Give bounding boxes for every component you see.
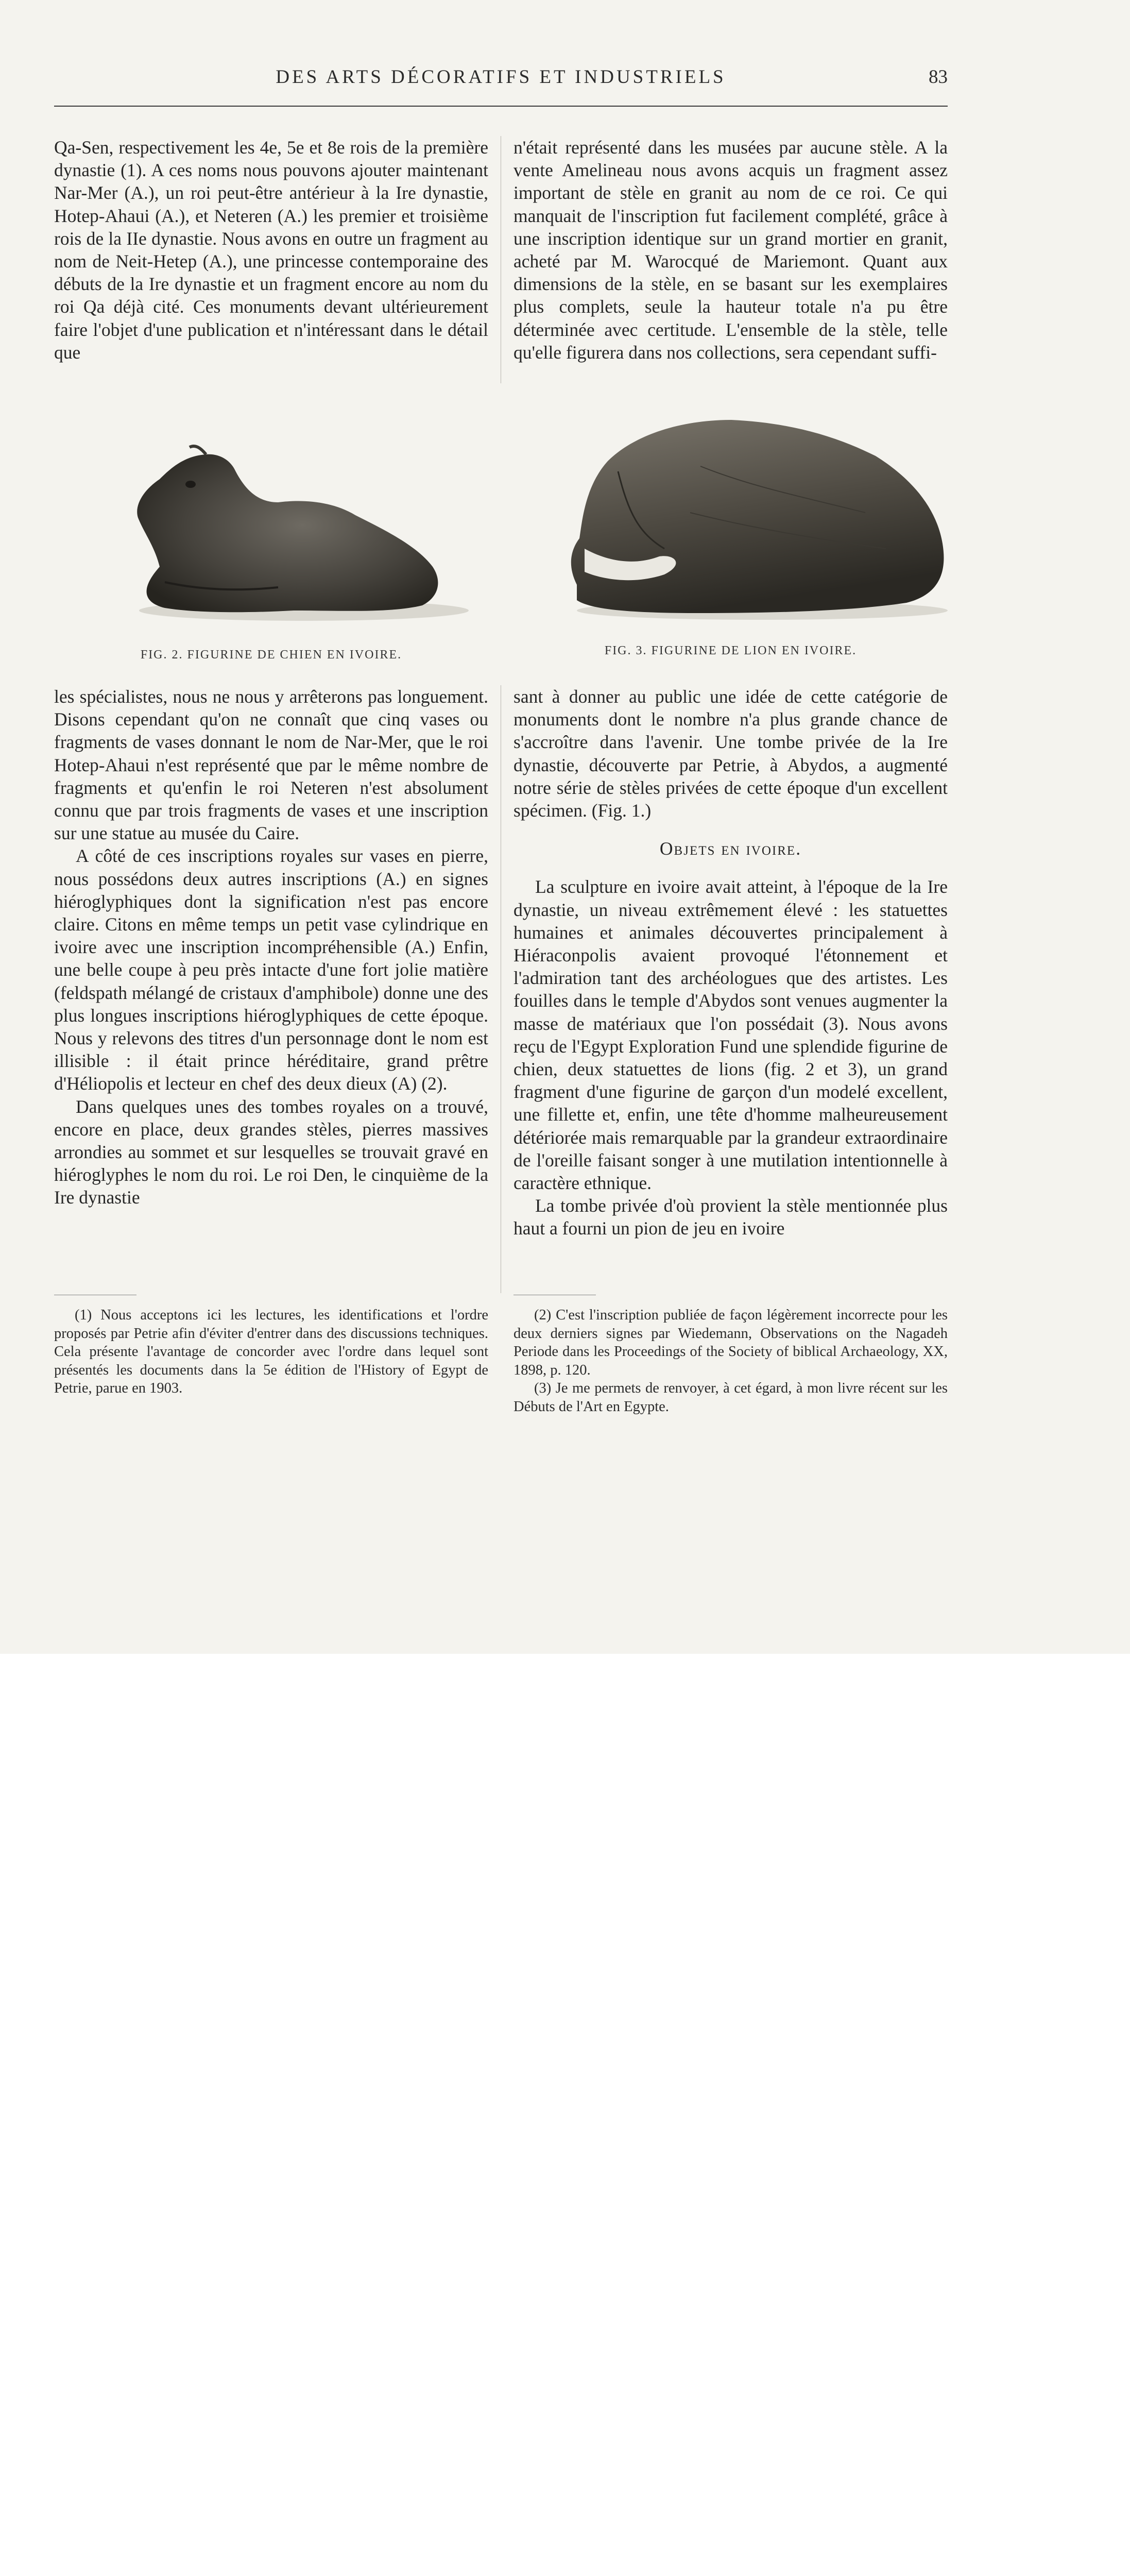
paragraph: les spécialistes, nous ne nous y arrêterons pas longuement. Disons cependant qu'on ne connaît que cinq vases ou fragments de vases donnant le nom de Nar-Mer, que le roi Hotep-Ahaui n'est représenté que par le même nombre de fragments et qu'enfin le roi Neteren n'est absolument connu que par trois fragments de vases et une inscription sur une statue au musée du Caire. — [54, 686, 488, 844]
paragraph: sant à donner au public une idée de cette catégorie de monuments dont le nombre n'a plus grande chance de s'accroître dans l'avenir. Une tombe privée de la Ire dynastie, découverte par Petrie, à Abydos, a augmenté notre série de stèles privées de cette époque d'un excellent spécimen. (Fig. 1.) — [513, 686, 948, 821]
footnotes-left — [54, 1306, 488, 1398]
page-header — [54, 66, 948, 97]
paragraph: n'était représenté dans les musées par aucune stèle. A la vente Amelineau nous avons acquis un fragment assez important de stèle en granit au nom de ce roi. Ce qui manquait de l'inscription fut facilement complété, grâce à une inscription identique sur un grand mortier en granit, acheté par M. Warocqué de Mariemont. Quant aux dimensions de la stèle, en se basant sur les exemplaires plus complets, seule la hauteur totale n'a pu être déterminée avec certitude. L'ensemble de la stèle, telle qu'elle figurera dans nos collections, sera cependant suffi- — [513, 137, 948, 363]
header-rule — [54, 106, 948, 107]
footnotes-right — [513, 1306, 948, 1416]
dog-figurine-photo — [124, 412, 484, 634]
running-title: DES ARTS DÉCORATIFS ET INDUSTRIELS — [276, 66, 726, 88]
paragraph: Dans quelques unes des tombes royales on a trouvé, encore en place, deux grandes stèles, pierres massives arrondies au sommet et sur lesquelles se trouvait gravé en hiéroglyphes le nom du roi. Le roi Den, le cinquième de la Ire dynastie — [54, 1096, 488, 1208]
viewer-footer — [0, 1654, 1130, 1733]
paragraph: Qa-Sen, respectivement les 4e, 5e et 8e rois de la première dynastie (1). A ces noms nous pouvons ajouter maintenant Nar-Mer (A.), un roi peut-être antérieur à la Ire dynastie, Hotep-Ahaui (A.), et Neteren (A.) les premier et troisième rois de la IIe dynastie. Nous avons en outre un fragment au nom de Neit-Hetep (A.), une princesse contemporaine des débuts de la Ire dynastie et un fragment encore au nom du roi Qa déjà cité. Ces monuments devant ultérieurement faire l'objet d'une publication et n'intéressant dans le détail que — [54, 137, 488, 363]
paragraph: A côté de ces inscriptions royales sur vases en pierre, nous possédons deux autres inscriptions (A.) en signes hiéroglyphiques dont la signification n'est pas encore claire. Citons en même temps un petit vase cylindrique en ivoire avec une inscription incompréhensible (A.) Enfin, une belle coupe à peu près intacte d'une fort jolie matière (feldspath mélangé de cristaux d'amphibole) donne une des plus longues inscriptions hiéroglyphiques de cette époque. Nous y relevons des titres d'un personnage dont le nom est illisible : il était prince héréditaire, grand prêtre d'Héliopolis et lecteur en chef des deux dieux (A) (2). — [54, 845, 488, 1094]
page-number: 83 — [929, 66, 948, 88]
right-column-top — [513, 136, 948, 364]
paragraph: La sculpture en ivoire avait atteint, à l'époque de la Ire dynastie, un niveau extrêmement élevé : les statuettes humaines et animales découvertes principalement à Hiéraconpolis avaient provoqué l'étonnement et l'admiration tant des archéologues que des artistes. Les fouilles dans le temple d'Abydos sont venues augmenter la masse de matériaux que l'on possédait (3). Nous avons reçu de l'Egypt Exploration Fund une splendide figurine de chien, deux statuettes de lions (fig. 2 et 3), un grand fragment d'une figurine de garçon d'un modelé excellent, une fillette et, enfin, une tête d'homme malheureusement détériorée mais remarquable par la grandeur extraordinaire de l'oreille faisant songer à une mutilation intentionnelle à caractère ethnique. — [513, 876, 948, 1194]
figure-2-caption: FIG. 2. FIGURINE DE CHIEN EN IVOIRE. — [140, 648, 402, 662]
right-column-bottom — [513, 685, 948, 1240]
left-column-bottom — [54, 685, 488, 1209]
section-heading: Objets en ivoire. — [659, 838, 802, 859]
figure-3-caption: FIG. 3. FIGURINE DE LION EN IVOIRE. — [604, 644, 857, 657]
left-column-top — [54, 136, 488, 364]
paragraph: La tombe privée d'où provient la stèle mentionnée plus haut a fourni un pion de jeu en ivoire — [513, 1195, 948, 1239]
lion-figurine-photo — [546, 410, 958, 626]
footnote: (1) Nous acceptons ici les lectures, les identifications et l'ordre proposés par Petrie afin d'éviter d'entrer dans des discussions techniques. Cela présente l'avantage de concorder avec l'ordre dans lequel sont présentés les documents dans la 5e édition de l'History of Egypt de Petrie, parue en 1903. — [54, 1307, 488, 1397]
footnote: (2) C'est l'inscription publiée de façon légèrement incorrecte pour les deux derniers signes par Wiedemann, Observations on the Nagadeh Periode dans les Proceedings of the Society of biblical Archaeology, XX, 1898, p. 120. — [513, 1307, 948, 1378]
footnote: (3) Je me permets de renvoyer, à cet égard, à mon livre récent sur les Débuts de l'Art en Egypte. — [513, 1380, 948, 1415]
